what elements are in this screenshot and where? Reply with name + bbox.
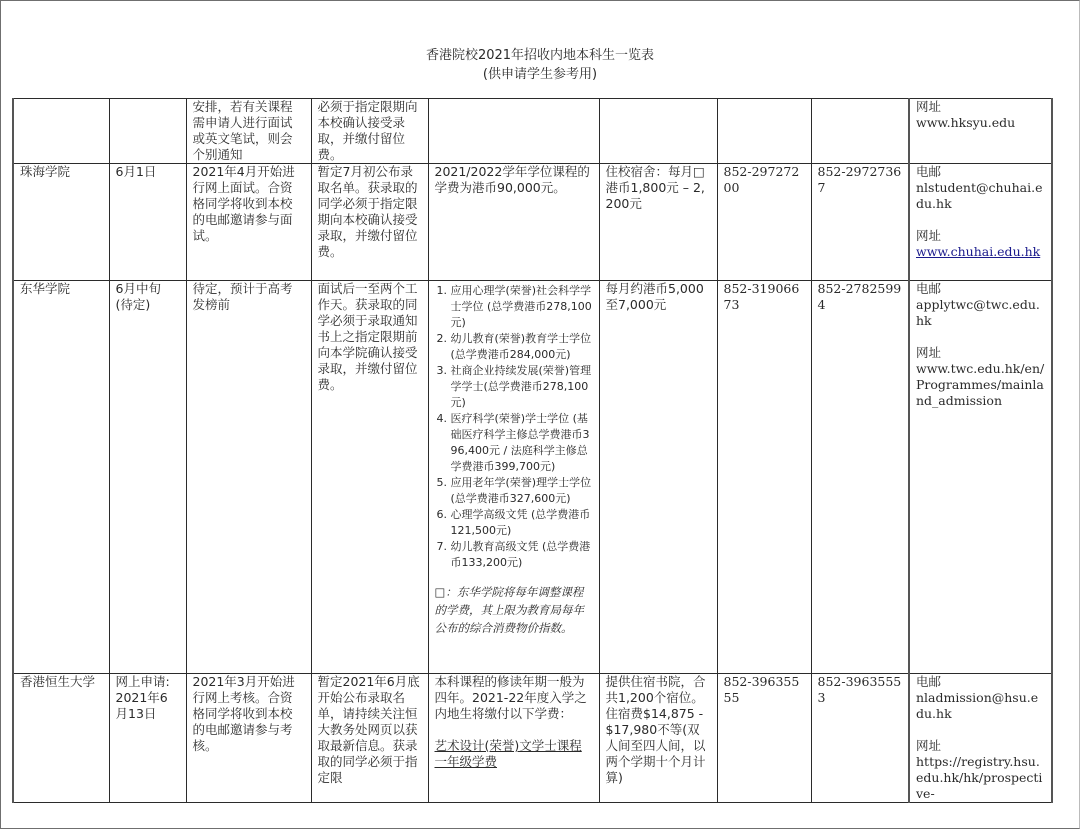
title-block [0, 46, 1080, 84]
tuition-item: 5. 应用老年学(荣誉)理学士学位 (总学费港币327,600元) [451, 475, 593, 507]
table-row [13, 99, 1052, 164]
institution-cell: 香港恒生大学 [13, 674, 109, 803]
institution-cell: 珠海学院 [13, 164, 109, 281]
tuition-cell [428, 674, 599, 803]
fax-cell: 852-29727367 [811, 164, 909, 281]
deadline-cell: 网上申请: 2021年6月13日 [109, 674, 186, 803]
deadline-cell [109, 99, 186, 164]
tuition-note: □：东华学院将每年调整课程的学费，其上限为教育局每年公布的综合消费物价指数。 [434, 585, 584, 635]
website-label: 网址 [916, 99, 942, 114]
page-title: 香港院校2021年招收内地本科生一览表 [425, 48, 655, 63]
contact-cell [909, 99, 1052, 164]
email-label: 电邮 [916, 281, 942, 296]
accommodation-cell: 每月约港币5,000至7,000元 [599, 281, 717, 674]
offer-cell: 面试后一至两个工作天。获录取的同学必须于录取通知书上之指定限期前向本学院确认接受录取，并缴付留位费。 [311, 281, 428, 674]
interview-cell: 2021年3月开始进行网上考核。合资格同学将收到本校的电邮邀请参与考核。 [186, 674, 311, 803]
accommodation-cell: 提供住宿书院，合共1,200个宿位。住宿费$14,875 - $17,980不等(双人间至四人间，以两个学期十个月计算) [599, 674, 717, 803]
tuition-cell: 2021/2022学年学位课程的学费为港币90,000元。 [428, 164, 599, 281]
tuition-cell [428, 99, 599, 164]
tuition-item: 6. 心理学高级文凭 (总学费港币121,500元) [451, 507, 593, 539]
tuition-text: 本科课程的修读年期一般为四年。2021-22年度入学之内地生将缴付以下学费： [434, 674, 587, 721]
website-link[interactable]: www.chuhai.edu.hk [916, 244, 1041, 259]
table-row [13, 281, 1052, 674]
offer-cell: 必须于指定限期向本校确认接受录取，并缴付留位费。 [311, 99, 428, 164]
deadline-cell: 6月1日 [109, 164, 186, 281]
tuition-cell [428, 281, 599, 674]
website-label: 网址 [916, 345, 942, 360]
contact-cell [909, 674, 1052, 803]
interview-cell: 待定，预计于高考发榜前 [186, 281, 311, 674]
tuition-item: 4. 医疗科学(荣誉)学士学位 (基础医疗科学主修总学费港币396,400元 / 法庭科学主修总学费港币399,700元) [451, 411, 593, 475]
email-text: nlstudent@chuhai.edu.hk [916, 180, 1043, 211]
institution-cell: 东华学院 [13, 281, 109, 674]
institution-cell [13, 99, 109, 164]
tuition-item: 7. 幼儿教育高级文凭 (总学费港币133,200元) [451, 539, 593, 571]
admissions-table [12, 98, 1053, 803]
contact-cell [909, 164, 1052, 281]
email-text: nladmission@hsu.edu.hk [916, 690, 1039, 721]
page-subtitle: (供申请学生参考用) [482, 67, 598, 82]
tuition-link[interactable]: 艺术设计(荣誉)文学士课程一年级学费 [434, 738, 582, 769]
offer-cell: 暂定7月初公布录取名单。获录取的同学必须于指定限期向本校确认接受录取，并缴付留位费。 [311, 164, 428, 281]
fax-cell: 852-27825994 [811, 281, 909, 674]
tuition-item: 1. 应用心理学(荣誉)社会科学学士学位 (总学费港币278,100元) [451, 283, 593, 331]
website-label: 网址 [916, 228, 942, 243]
fax-cell: 852-39635553 [811, 674, 909, 803]
website-text: https://registry.hsu.edu.hk/hk/prospective- [916, 754, 1043, 801]
interview-cell: 2021年4月开始进行网上面试。合资格同学将收到本校的电邮邀请参与面试。 [186, 164, 311, 281]
table-row [13, 164, 1052, 281]
phone-cell: 852-39635555 [717, 674, 811, 803]
email-label: 电邮 [916, 674, 942, 689]
tuition-list [435, 283, 593, 571]
website-label: 网址 [916, 738, 942, 753]
email-text: applytwc@twc.edu.hk [916, 297, 1040, 328]
accommodation-cell [599, 99, 717, 164]
tuition-item: 3. 社商企业持续发展(荣誉)管理学学士(总学费港币278,100元) [451, 363, 593, 411]
interview-cell: 安排，若有关课程需申请人进行面试或英文笔试，则会个别通知 [186, 99, 311, 164]
table-row [13, 674, 1052, 803]
phone-cell [717, 99, 811, 164]
website-text: www.twc.edu.hk/en/Programmes/mainland_admission [916, 361, 1045, 408]
accommodation-cell: 住校宿舍：每月□港币1,800元 – 2,200元 [599, 164, 717, 281]
fax-cell [811, 99, 909, 164]
phone-cell: 852-31906673 [717, 281, 811, 674]
contact-cell [909, 281, 1052, 674]
email-label: 电邮 [916, 164, 942, 179]
website-text: www.hksyu.edu [916, 115, 1016, 130]
phone-cell: 852-29727200 [717, 164, 811, 281]
tuition-item: 2. 幼儿教育(荣誉)教育学士学位 (总学费港币284,000元) [451, 331, 593, 363]
offer-cell: 暂定2021年6月底开始公布录取名单，请持续关注恒大教务处网页以获取最新信息。获录取的同学必须于指定限 [311, 674, 428, 803]
deadline-cell: 6月中旬 (待定) [109, 281, 186, 674]
